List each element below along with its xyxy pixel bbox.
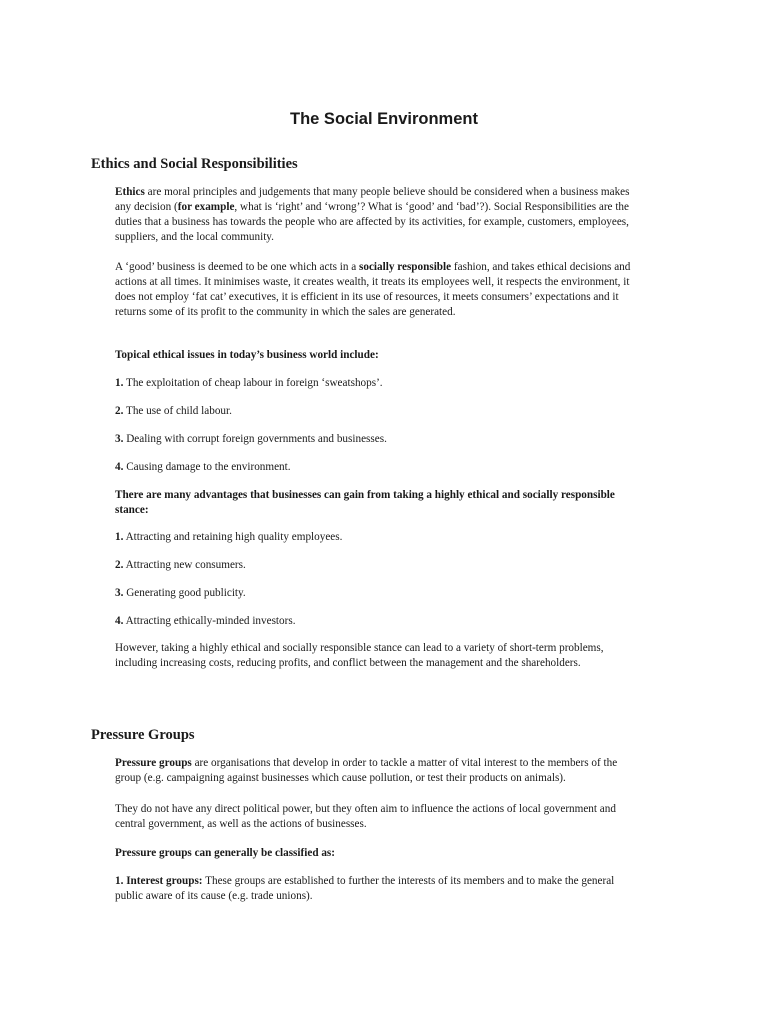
advantages-heading: There are many advantages that businesses can gain from taking a highly ethical and socially responsible stance: <box>115 489 615 516</box>
advantage-item: 4. Attracting ethically-minded investors. <box>115 615 296 627</box>
good-business-paragraph: A ‘good’ business is deemed to be one which acts in a socially responsible fashion, and takes ethical decisions and actions at all times. It minimises waste, it creates wealth, it treats its employees well, it respects the environment, it does not employ ‘fat cat’ executives, it is efficient in its use of resources, it meets consumers’ expectations and it returns some of its profit to the community in which the sales are generated. <box>115 261 631 318</box>
interest-groups-item: 1. Interest groups: These groups are established to further the interests of its members and to make the general public aware of its cause (e.g. trade unions). <box>115 875 615 902</box>
issue-item: 3. Dealing with corrupt foreign governments and businesses. <box>115 433 387 445</box>
issues-heading: Topical ethical issues in today’s business world include: <box>115 349 379 361</box>
term-socially-responsible: socially responsible <box>359 261 452 273</box>
advantage-item: 2. Attracting new consumers. <box>115 559 246 571</box>
classified-heading: Pressure groups can generally be classified as: <box>115 847 336 859</box>
term-for-example: for example <box>177 201 235 213</box>
section-heading-pressure-groups: Pressure Groups <box>91 727 195 743</box>
advantage-item: 1. Attracting and retaining high quality employees. <box>115 531 343 543</box>
issue-item: 1. The exploitation of cheap labour in foreign ‘sweatshops’. <box>115 377 383 389</box>
document-title: The Social Environment <box>290 110 478 128</box>
issue-item: 4. Causing damage to the environment. <box>115 461 291 473</box>
ethics-definition-paragraph: Ethics are moral principles and judgements that many people believe should be considered when a business makes any decision (for example, what is ‘right’ and ‘wrong’? What is ‘good’ and ‘bad’?). Social Responsibilities are the duties that a business has towards the people who are affected by its activities, for example, customers, employees, suppliers, and the local community. <box>115 186 630 243</box>
pressure-groups-definition-paragraph: Pressure groups are organisations that develop in order to tackle a matter of vital interest to the members of the group (e.g. campaigning against businesses which cause pollution, or test their products on animals). <box>115 757 618 784</box>
section-heading-ethics: Ethics and Social Responsibilities <box>91 156 298 172</box>
term-ethics: Ethics <box>115 186 145 198</box>
advantage-item: 3. Generating good publicity. <box>115 587 246 599</box>
political-power-paragraph: They do not have any direct political power, but they often aim to influence the actions of local government and central government, as well as the actions of businesses. <box>115 803 616 830</box>
term-pressure-groups: Pressure groups <box>115 757 192 769</box>
closing-paragraph: However, taking a highly ethical and socially responsible stance can lead to a variety of short-term problems, including increasing costs, reducing profits, and conflict between the management and the shareholders. <box>115 642 604 669</box>
issue-item: 2. The use of child labour. <box>115 405 232 417</box>
term-interest-groups: Interest groups: <box>123 875 203 887</box>
